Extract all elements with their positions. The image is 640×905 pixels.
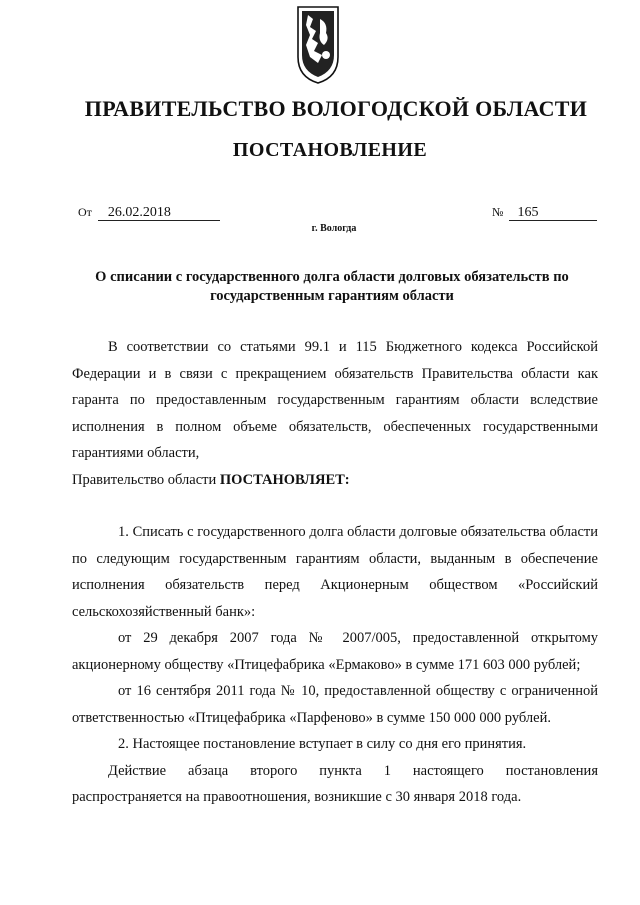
resolves-word: ПОСТАНОВЛЯЕТ: [219,471,350,488]
document-subject: О списании с государственного долга области долговых обязательств по государственным гарантиям области [95,269,569,304]
resolves-prefix: Правительство области [72,471,217,488]
preamble-paragraph: В соответствии со статьями 99.1 и 115 Бюджетного кодекса Российской Федерации и в связи с прекращением обязательств Правительства области как гаранта по предоставленным государственным гарантиям области вследствие исполнения в полном объеме обязательств, обеспеченных государственными гарантиями области, [72,339,598,461]
resolves-paragraph [72,467,598,494]
number-field [492,205,597,221]
date-value: 26.02.2018 [98,205,220,221]
item-2-paragraph: 2. Настоящее постановление вступает в силу со дня его принятия. [118,736,527,752]
date-field [78,205,220,221]
vologda-coat-of-arms-icon [296,5,340,85]
government-title: ПРАВИТЕЛЬСТВО ВОЛОГОДСКОЙ ОБЛАСТИ [84,96,588,121]
item-1-guarantee-b: от 16 сентября 2011 года № 10, предоставленной обществу с ограниченной ответственностью «Птицефабрика «Парфеново» в сумме 150 000 000 рублей. [72,683,598,726]
date-prefix: От [78,205,92,219]
item-1-paragraph: 1. Списать с государственного долга области долговые обязательства области по следующим государственным гарантиям области, выданным в обеспечение исполнения обязательств перед Акционерным обществом «Российский сельскохозяйственный банк»: [72,524,598,620]
document-body [72,334,598,811]
city-label: г. Вологда [311,223,357,234]
item-2-note-paragraph: Действие абзаца второго пункта 1 настоящего постановления распространяется на правоотношения, возникшие с 30 января 2018 года. [72,762,598,805]
item-1-guarantee-a: от 29 декабря 2007 года № 2007/005, предоставленной открытому акционерному обществу «Птицефабрика «Ермаково» в сумме 171 603 000 рублей; [72,630,598,673]
number-value: 165 [509,205,597,221]
number-prefix: № [492,205,504,219]
document-type: ПОСТАНОВЛЕНИЕ [232,139,428,161]
